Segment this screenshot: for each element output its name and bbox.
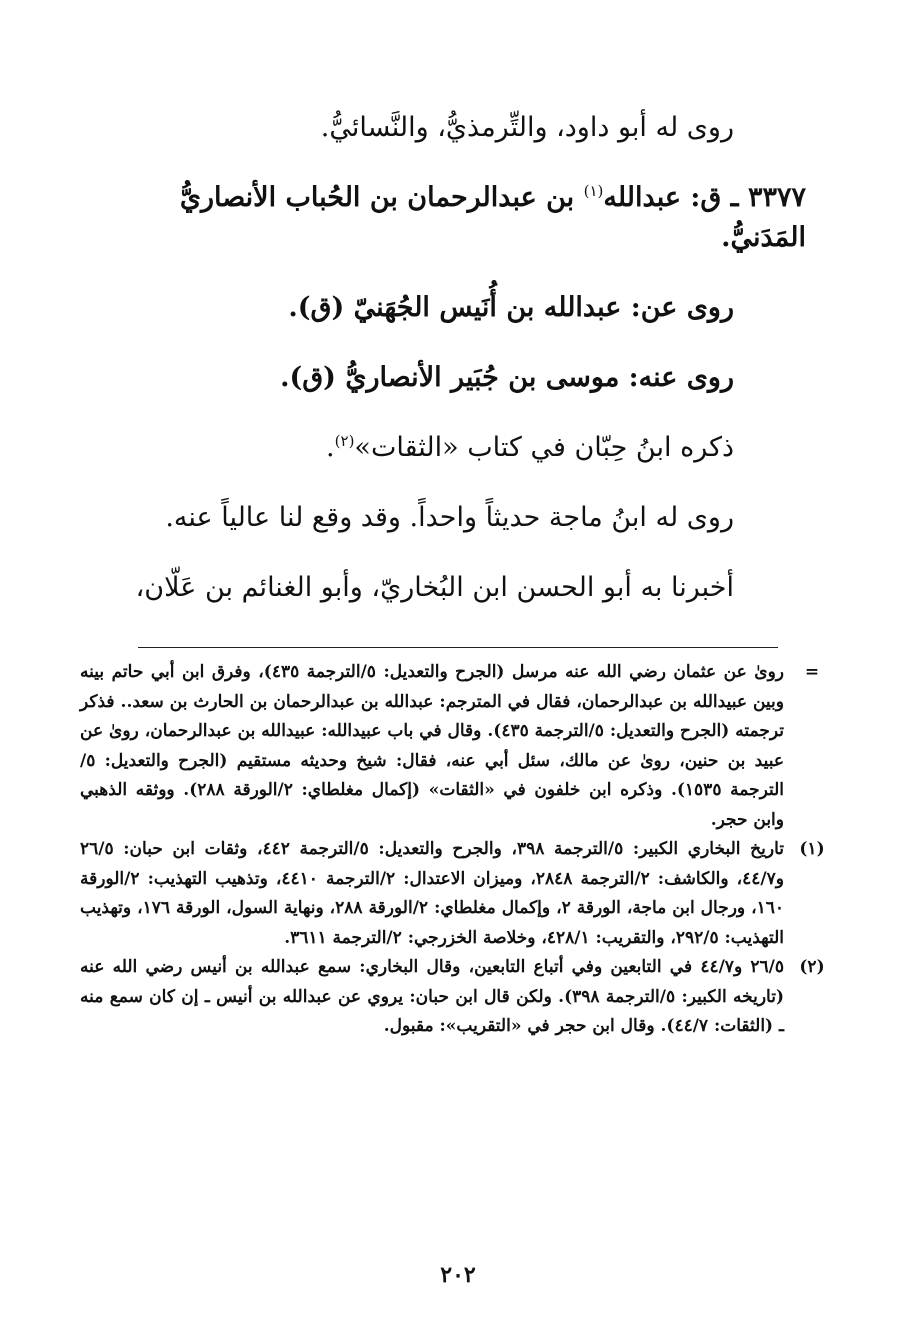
- ibn-hibban-text: ذكره ابنُ حِبّان في كتاب «الثقات»: [354, 432, 734, 463]
- page-number: ٢٠٢: [440, 1262, 476, 1288]
- ibn-majah-line: روى له ابنُ ماجة حديثاً واحداً. وقد وقع لنا عالياً عنه.: [165, 502, 734, 533]
- footnote-marker: (١): [799, 839, 825, 859]
- narrated-by-label: روى عنه:: [619, 362, 734, 393]
- narrated-from-label: روى عن:: [621, 292, 734, 323]
- footnote-ref-1: (١): [583, 182, 604, 200]
- narrated-by-line: [108, 358, 806, 398]
- biography-entry-heading: [108, 178, 806, 258]
- entry-number: ٣٣٧٧ ـ ق:: [680, 182, 806, 213]
- main-text: [108, 108, 806, 608]
- entry-name-start: عبدالله: [603, 182, 681, 213]
- footnote-1: [80, 835, 825, 953]
- narrated-by-text: موسى بن جُبَير الأنصاريُّ (ق).: [280, 362, 620, 393]
- footnote-continued: [80, 658, 820, 835]
- footnote-marker: =: [804, 662, 820, 682]
- chain-line: أخبرنا به أبو الحسن ابن البُخاريّ، وأبو الغنائم بن عَلّان،: [135, 572, 734, 603]
- narrators-line: روى له أبو داود، والتِّرمذيُّ، والنَّسائيُّ.: [320, 112, 734, 143]
- footnote-divider: [138, 647, 778, 648]
- footnote-text: ٢٦/٥ و٤٤/٧ في التابعين وفي أتباع التابعين، وقال البخاري: سمع عبدالله بن أنيس رضي الله عنه (تاريخه الكبير: ٥/الترجمة ٣٩٨). ولكن قال ابن حبان: يروي عن عبدالله بن أنيس ـ إن كان سمع منه ـ (الثقات: ٤٤/٧). وقال ابن حجر في «التقريب»: مقبول.: [80, 957, 784, 1036]
- narrated-from-line: [108, 288, 806, 328]
- footnotes: [80, 658, 825, 1042]
- footnote-ref-2: (٢): [334, 432, 355, 450]
- footnote-marker: (٢): [799, 957, 825, 977]
- ibn-hibban-end: .: [326, 432, 335, 463]
- footnote-text: روىٰ عن عثمان رضي الله عنه مرسل (الجرح والتعديل: ٥/الترجمة ٤٣٥)، وفرق ابن أبي حاتم بينه وبين عبيدالله بن عبدالرحمان، فقال في المترجم: عبدالله بن عبدالرحمان بن الحارث بن سعد.. فذكر ترجمته (الجرح والتعديل: ٥/الترجمة ٤٣٥). وقال في باب عبيدالله: عبيدالله بن عبدالرحمان، روىٰ عن عبيد بن حنين، روىٰ عن مالك، سئل أبي عنه، فقال: شيخ وحديثه مستقيم (الجرح والتعديل: ٥/الترجمة ١٥٣٥). وذكره ابن خلفون في «الثقات» (إكمال مغلطاي: ٢/الورقة ٢٨٨). ووثقه الذهبي وابن حجر.: [80, 662, 784, 830]
- footnote-2: [80, 953, 825, 1042]
- entry-name-end: بن عبدالرحمان بن الحُباب الأنصاريُّ المَدَنيُّ.: [179, 182, 806, 253]
- narrated-from-text: عبدالله بن أُنَيس الجُهَنيّ (ق).: [288, 292, 622, 323]
- ibn-hibban-line: [108, 428, 806, 468]
- footnote-text: تاريخ البخاري الكبير: ٥/الترجمة ٣٩٨، والجرح والتعديل: ٥/الترجمة ٤٤٢، وثقات ابن حبان: ٢٦/٥ و٤٤/٧، والكاشف: ٢/الترجمة ٢٨٤٨، وميزان الاعتدال: ٢/الترجمة ٤٤١٠، وتذهيب التهذيب: ٢/الورقة ١٦٠، ورجال ابن ماجة، الورقة ٢، وإكمال مغلطاي: ٢/الورقة ٢٨٨، ونهاية السول، الورقة ١٧٦، وتهذيب التهذيب: ٢٩٢/٥، والتقريب: ٤٢٨/١، وخلاصة الخزرجي: ٢/الترجمة ٣٦١١.: [80, 839, 785, 948]
